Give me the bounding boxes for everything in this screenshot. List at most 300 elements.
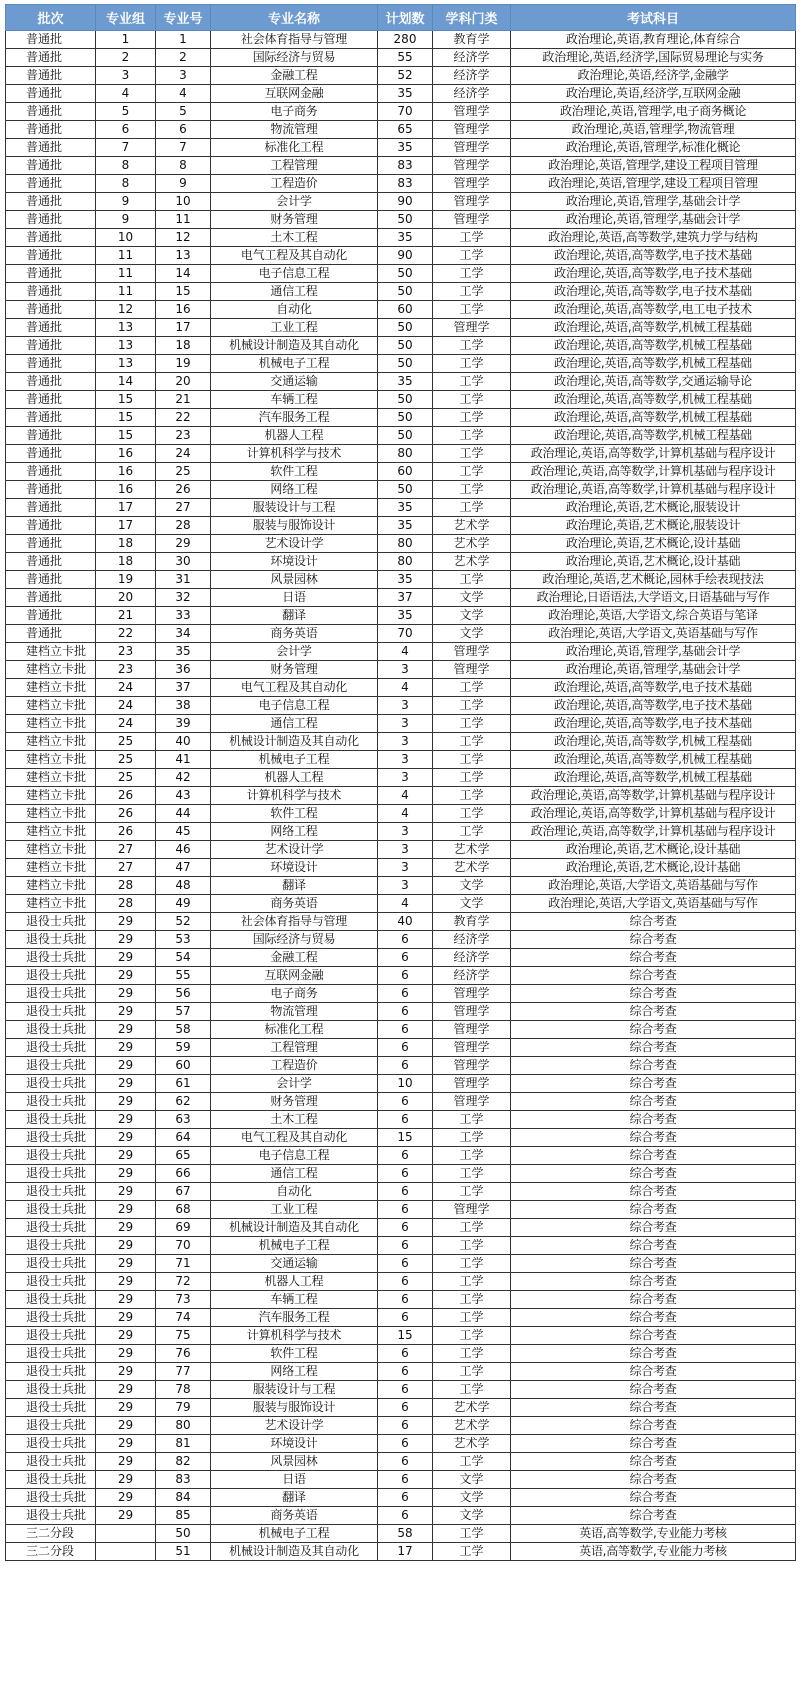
cell-group: 18 (96, 535, 156, 553)
cell-discipline: 管理学 (433, 643, 511, 661)
cell-exam-subjects: 政治理论,英语,高等数学,机械工程基础 (511, 355, 796, 373)
cell-plan-count: 6 (378, 1201, 433, 1219)
table-row (6, 913, 796, 931)
cell-batch: 退役士兵批 (6, 1003, 96, 1021)
cell-batch: 退役士兵批 (6, 1075, 96, 1093)
table-row (6, 193, 796, 211)
cell-plan-count: 6 (378, 1489, 433, 1507)
cell-plan-count: 6 (378, 1291, 433, 1309)
cell-discipline: 工学 (433, 787, 511, 805)
cell-discipline: 艺术学 (433, 859, 511, 877)
cell-major-no: 22 (156, 409, 211, 427)
cell-discipline: 工学 (433, 391, 511, 409)
table-row (6, 1417, 796, 1435)
cell-discipline: 管理学 (433, 139, 511, 157)
cell-discipline: 工学 (433, 1273, 511, 1291)
cell-batch: 退役士兵批 (6, 1291, 96, 1309)
table-row (6, 805, 796, 823)
table-row (6, 1489, 796, 1507)
cell-major-no: 42 (156, 769, 211, 787)
cell-group: 9 (96, 211, 156, 229)
cell-group: 11 (96, 247, 156, 265)
table-row (6, 1057, 796, 1075)
cell-major-name: 电气工程及其自动化 (211, 679, 378, 697)
cell-discipline: 艺术学 (433, 1399, 511, 1417)
cell-plan-count: 70 (378, 103, 433, 121)
cell-batch: 普通批 (6, 265, 96, 283)
cell-discipline: 文学 (433, 877, 511, 895)
cell-major-name: 工程造价 (211, 1057, 378, 1075)
cell-plan-count: 6 (378, 1003, 433, 1021)
cell-batch: 建档立卡批 (6, 661, 96, 679)
table-row (6, 391, 796, 409)
cell-plan-count: 4 (378, 643, 433, 661)
cell-major-no: 84 (156, 1489, 211, 1507)
table-row (6, 1363, 796, 1381)
cell-group: 29 (96, 1111, 156, 1129)
table-row (6, 175, 796, 193)
cell-discipline: 文学 (433, 589, 511, 607)
cell-batch: 退役士兵批 (6, 1057, 96, 1075)
cell-group: 29 (96, 913, 156, 931)
cell-major-name: 国际经济与贸易 (211, 931, 378, 949)
cell-exam-subjects: 综合考查 (511, 1435, 796, 1453)
cell-major-no: 5 (156, 103, 211, 121)
cell-group: 28 (96, 877, 156, 895)
cell-plan-count: 35 (378, 607, 433, 625)
cell-major-no: 27 (156, 499, 211, 517)
cell-discipline: 经济学 (433, 967, 511, 985)
table-row (6, 931, 796, 949)
cell-group: 24 (96, 715, 156, 733)
cell-batch: 退役士兵批 (6, 1507, 96, 1525)
cell-major-name: 工业工程 (211, 319, 378, 337)
cell-batch: 普通批 (6, 85, 96, 103)
cell-discipline: 经济学 (433, 67, 511, 85)
cell-plan-count: 6 (378, 1039, 433, 1057)
cell-group: 17 (96, 517, 156, 535)
cell-exam-subjects: 政治理论,英语,高等数学,电子技术基础 (511, 715, 796, 733)
cell-discipline: 管理学 (433, 121, 511, 139)
cell-major-no: 19 (156, 355, 211, 373)
table-row (6, 1381, 796, 1399)
cell-plan-count: 52 (378, 67, 433, 85)
cell-batch: 建档立卡批 (6, 751, 96, 769)
cell-major-no: 32 (156, 589, 211, 607)
cell-batch: 建档立卡批 (6, 805, 96, 823)
cell-major-name: 服装设计与工程 (211, 499, 378, 517)
cell-major-name: 工程造价 (211, 175, 378, 193)
cell-exam-subjects: 政治理论,英语,管理学,建设工程项目管理 (511, 157, 796, 175)
cell-exam-subjects: 政治理论,英语,大学语文,英语基础与写作 (511, 895, 796, 913)
cell-batch: 普通批 (6, 553, 96, 571)
cell-exam-subjects: 政治理论,英语,高等数学,计算机基础与程序设计 (511, 481, 796, 499)
cell-discipline: 文学 (433, 607, 511, 625)
cell-batch: 退役士兵批 (6, 949, 96, 967)
table-row (6, 1255, 796, 1273)
cell-major-name: 机械设计制造及其自动化 (211, 337, 378, 355)
cell-plan-count: 6 (378, 1021, 433, 1039)
table-row (6, 121, 796, 139)
cell-plan-count: 3 (378, 715, 433, 733)
cell-batch: 普通批 (6, 373, 96, 391)
cell-exam-subjects: 政治理论,英语,高等数学,电工电子技术 (511, 301, 796, 319)
cell-plan-count: 50 (378, 355, 433, 373)
cell-major-name: 工业工程 (211, 1201, 378, 1219)
cell-plan-count: 6 (378, 1147, 433, 1165)
cell-batch: 三二分段 (6, 1543, 96, 1561)
cell-batch: 退役士兵批 (6, 985, 96, 1003)
cell-major-no: 69 (156, 1219, 211, 1237)
cell-major-name: 汽车服务工程 (211, 1309, 378, 1327)
cell-group: 29 (96, 967, 156, 985)
cell-major-name: 交通运输 (211, 1255, 378, 1273)
cell-exam-subjects: 政治理论,英语,艺术概论,园林手绘表现技法 (511, 571, 796, 589)
cell-exam-subjects: 政治理论,英语,高等数学,计算机基础与程序设计 (511, 787, 796, 805)
cell-major-no: 29 (156, 535, 211, 553)
cell-plan-count: 6 (378, 1255, 433, 1273)
cell-plan-count: 6 (378, 967, 433, 985)
cell-major-name: 机器人工程 (211, 1273, 378, 1291)
cell-discipline: 管理学 (433, 211, 511, 229)
cell-major-name: 社会体育指导与管理 (211, 31, 378, 49)
cell-discipline: 艺术学 (433, 535, 511, 553)
cell-major-no: 6 (156, 121, 211, 139)
cell-discipline: 管理学 (433, 1075, 511, 1093)
cell-major-name: 日语 (211, 1471, 378, 1489)
cell-group: 17 (96, 499, 156, 517)
cell-major-name: 环境设计 (211, 553, 378, 571)
cell-major-no: 28 (156, 517, 211, 535)
cell-major-no: 63 (156, 1111, 211, 1129)
cell-group: 29 (96, 1273, 156, 1291)
cell-plan-count: 50 (378, 337, 433, 355)
cell-batch: 退役士兵批 (6, 1039, 96, 1057)
table-row (6, 139, 796, 157)
cell-group: 1 (96, 31, 156, 49)
cell-exam-subjects: 政治理论,英语,高等数学,机械工程基础 (511, 769, 796, 787)
cell-major-no: 68 (156, 1201, 211, 1219)
admission-plan-table (5, 4, 796, 1561)
cell-group: 29 (96, 931, 156, 949)
cell-batch: 退役士兵批 (6, 1237, 96, 1255)
cell-exam-subjects: 政治理论,英语,高等数学,电子技术基础 (511, 697, 796, 715)
cell-major-name: 自动化 (211, 1183, 378, 1201)
cell-discipline: 工学 (433, 373, 511, 391)
cell-batch: 退役士兵批 (6, 1381, 96, 1399)
cell-batch: 普通批 (6, 625, 96, 643)
cell-batch: 退役士兵批 (6, 1147, 96, 1165)
table-row (6, 481, 796, 499)
cell-major-no: 8 (156, 157, 211, 175)
cell-major-name: 国际经济与贸易 (211, 49, 378, 67)
table-row (6, 1093, 796, 1111)
cell-group: 29 (96, 1057, 156, 1075)
cell-major-name: 软件工程 (211, 1345, 378, 1363)
cell-exam-subjects: 综合考查 (511, 1363, 796, 1381)
cell-plan-count: 37 (378, 589, 433, 607)
table-row (6, 553, 796, 571)
cell-major-name: 车辆工程 (211, 391, 378, 409)
cell-batch: 退役士兵批 (6, 1093, 96, 1111)
cell-plan-count: 15 (378, 1129, 433, 1147)
cell-major-no: 50 (156, 1525, 211, 1543)
cell-group (96, 1543, 156, 1561)
cell-batch: 退役士兵批 (6, 1201, 96, 1219)
cell-major-name: 环境设计 (211, 859, 378, 877)
cell-major-no: 4 (156, 85, 211, 103)
cell-discipline: 管理学 (433, 1021, 511, 1039)
table-row (6, 373, 796, 391)
cell-discipline: 工学 (433, 247, 511, 265)
cell-discipline: 工学 (433, 1255, 511, 1273)
cell-batch: 退役士兵批 (6, 1435, 96, 1453)
cell-plan-count: 3 (378, 841, 433, 859)
cell-discipline: 文学 (433, 1471, 511, 1489)
cell-major-no: 15 (156, 283, 211, 301)
cell-exam-subjects: 政治理论,英语,高等数学,机械工程基础 (511, 427, 796, 445)
header-exam-subjects: 考试科目 (511, 5, 796, 31)
cell-exam-subjects: 综合考查 (511, 1291, 796, 1309)
cell-major-name: 风景园林 (211, 571, 378, 589)
cell-plan-count: 6 (378, 1381, 433, 1399)
cell-discipline: 工学 (433, 265, 511, 283)
cell-batch: 退役士兵批 (6, 1129, 96, 1147)
cell-major-name: 网络工程 (211, 481, 378, 499)
header-row (6, 5, 796, 31)
cell-major-name: 车辆工程 (211, 1291, 378, 1309)
table-row (6, 157, 796, 175)
cell-major-no: 73 (156, 1291, 211, 1309)
cell-discipline: 工学 (433, 463, 511, 481)
cell-plan-count: 4 (378, 895, 433, 913)
cell-group: 8 (96, 175, 156, 193)
cell-major-no: 2 (156, 49, 211, 67)
cell-group: 13 (96, 355, 156, 373)
cell-group: 29 (96, 1003, 156, 1021)
cell-discipline: 工学 (433, 805, 511, 823)
cell-discipline: 工学 (433, 1111, 511, 1129)
cell-plan-count: 50 (378, 283, 433, 301)
cell-major-no: 53 (156, 931, 211, 949)
cell-major-no: 43 (156, 787, 211, 805)
table-row (6, 1219, 796, 1237)
cell-plan-count: 83 (378, 175, 433, 193)
cell-discipline: 文学 (433, 895, 511, 913)
cell-major-name: 机器人工程 (211, 769, 378, 787)
cell-group: 29 (96, 1435, 156, 1453)
table-row (6, 1525, 796, 1543)
cell-plan-count: 6 (378, 1507, 433, 1525)
cell-group: 29 (96, 1345, 156, 1363)
cell-discipline: 管理学 (433, 175, 511, 193)
cell-batch: 普通批 (6, 535, 96, 553)
cell-major-no: 23 (156, 427, 211, 445)
cell-major-name: 机械设计制造及其自动化 (211, 733, 378, 751)
cell-exam-subjects: 政治理论,英语,高等数学,电子技术基础 (511, 247, 796, 265)
cell-plan-count: 3 (378, 877, 433, 895)
cell-major-name: 通信工程 (211, 283, 378, 301)
header-major-no: 专业号 (156, 5, 211, 31)
table-row (6, 283, 796, 301)
cell-exam-subjects: 综合考查 (511, 1273, 796, 1291)
cell-group: 29 (96, 1129, 156, 1147)
cell-batch: 普通批 (6, 499, 96, 517)
cell-plan-count: 4 (378, 805, 433, 823)
table-row (6, 1453, 796, 1471)
cell-plan-count: 6 (378, 1183, 433, 1201)
cell-discipline: 经济学 (433, 949, 511, 967)
cell-exam-subjects: 综合考查 (511, 1021, 796, 1039)
cell-major-name: 计算机科学与技术 (211, 787, 378, 805)
cell-batch: 退役士兵批 (6, 1363, 96, 1381)
cell-major-name: 电子信息工程 (211, 265, 378, 283)
table-row (6, 1003, 796, 1021)
cell-plan-count: 6 (378, 1453, 433, 1471)
cell-plan-count: 50 (378, 409, 433, 427)
cell-discipline: 艺术学 (433, 1417, 511, 1435)
cell-group: 29 (96, 1291, 156, 1309)
cell-group: 29 (96, 1165, 156, 1183)
cell-batch: 普通批 (6, 229, 96, 247)
cell-exam-subjects: 综合考查 (511, 1327, 796, 1345)
cell-plan-count: 50 (378, 391, 433, 409)
cell-group: 29 (96, 949, 156, 967)
cell-plan-count: 6 (378, 1219, 433, 1237)
cell-group: 21 (96, 607, 156, 625)
cell-discipline: 工学 (433, 1309, 511, 1327)
cell-major-name: 翻译 (211, 607, 378, 625)
cell-major-name: 互联网金融 (211, 967, 378, 985)
cell-exam-subjects: 政治理论,日语语法,大学语文,日语基础与写作 (511, 589, 796, 607)
cell-plan-count: 6 (378, 1399, 433, 1417)
cell-batch: 普通批 (6, 409, 96, 427)
cell-plan-count: 50 (378, 427, 433, 445)
table-row (6, 1327, 796, 1345)
cell-major-no: 20 (156, 373, 211, 391)
cell-discipline: 教育学 (433, 31, 511, 49)
table-row (6, 211, 796, 229)
cell-major-no: 81 (156, 1435, 211, 1453)
cell-exam-subjects: 英语,高等数学,专业能力考核 (511, 1543, 796, 1561)
cell-major-name: 机械电子工程 (211, 1525, 378, 1543)
cell-group: 23 (96, 661, 156, 679)
table-row (6, 67, 796, 85)
cell-major-no: 78 (156, 1381, 211, 1399)
cell-plan-count: 15 (378, 1327, 433, 1345)
cell-discipline: 管理学 (433, 157, 511, 175)
cell-major-no: 59 (156, 1039, 211, 1057)
cell-major-name: 标准化工程 (211, 1021, 378, 1039)
cell-major-no: 82 (156, 1453, 211, 1471)
cell-exam-subjects: 综合考查 (511, 1075, 796, 1093)
cell-exam-subjects: 综合考查 (511, 1255, 796, 1273)
table-row (6, 1471, 796, 1489)
cell-batch: 退役士兵批 (6, 913, 96, 931)
cell-plan-count: 58 (378, 1525, 433, 1543)
cell-group: 29 (96, 1417, 156, 1435)
cell-exam-subjects: 综合考查 (511, 1201, 796, 1219)
table-row (6, 463, 796, 481)
cell-major-name: 日语 (211, 589, 378, 607)
cell-exam-subjects: 综合考查 (511, 1129, 796, 1147)
cell-discipline: 工学 (433, 1183, 511, 1201)
cell-major-no: 33 (156, 607, 211, 625)
cell-plan-count: 3 (378, 859, 433, 877)
cell-group: 25 (96, 751, 156, 769)
table-row (6, 733, 796, 751)
cell-group: 15 (96, 427, 156, 445)
table-row (6, 427, 796, 445)
cell-plan-count: 17 (378, 1543, 433, 1561)
cell-group: 18 (96, 553, 156, 571)
cell-major-name: 风景园林 (211, 1453, 378, 1471)
cell-discipline: 工学 (433, 283, 511, 301)
cell-exam-subjects: 政治理论,英语,高等数学,电子技术基础 (511, 283, 796, 301)
cell-exam-subjects: 综合考查 (511, 1417, 796, 1435)
cell-group: 29 (96, 1219, 156, 1237)
cell-group: 25 (96, 733, 156, 751)
table-body (6, 31, 796, 1561)
header-plan-count: 计划数 (378, 5, 433, 31)
cell-batch: 退役士兵批 (6, 1345, 96, 1363)
cell-batch: 退役士兵批 (6, 1183, 96, 1201)
cell-major-no: 41 (156, 751, 211, 769)
cell-major-name: 环境设计 (211, 1435, 378, 1453)
cell-batch: 退役士兵批 (6, 1165, 96, 1183)
cell-discipline: 工学 (433, 427, 511, 445)
cell-group: 20 (96, 589, 156, 607)
cell-batch: 退役士兵批 (6, 1399, 96, 1417)
cell-plan-count: 35 (378, 517, 433, 535)
cell-batch: 退役士兵批 (6, 931, 96, 949)
cell-plan-count: 6 (378, 1273, 433, 1291)
cell-discipline: 工学 (433, 499, 511, 517)
cell-group: 7 (96, 139, 156, 157)
cell-major-name: 互联网金融 (211, 85, 378, 103)
cell-discipline: 工学 (433, 229, 511, 247)
cell-discipline: 管理学 (433, 1093, 511, 1111)
table-row (6, 895, 796, 913)
cell-plan-count: 80 (378, 553, 433, 571)
cell-discipline: 文学 (433, 1507, 511, 1525)
cell-discipline: 工学 (433, 409, 511, 427)
cell-exam-subjects: 政治理论,英语,艺术概论,设计基础 (511, 859, 796, 877)
cell-group: 16 (96, 463, 156, 481)
cell-plan-count: 6 (378, 1309, 433, 1327)
cell-exam-subjects: 综合考查 (511, 967, 796, 985)
cell-exam-subjects: 政治理论,英语,管理学,基础会计学 (511, 643, 796, 661)
cell-major-name: 物流管理 (211, 121, 378, 139)
cell-major-no: 7 (156, 139, 211, 157)
table-row (6, 1435, 796, 1453)
cell-exam-subjects: 政治理论,英语,高等数学,交通运输导论 (511, 373, 796, 391)
cell-plan-count: 6 (378, 1111, 433, 1129)
cell-batch: 三二分段 (6, 1525, 96, 1543)
table-row (6, 301, 796, 319)
cell-exam-subjects: 政治理论,英语,艺术概论,服装设计 (511, 499, 796, 517)
cell-plan-count: 10 (378, 1075, 433, 1093)
cell-discipline: 工学 (433, 1381, 511, 1399)
cell-group: 15 (96, 391, 156, 409)
table-row (6, 697, 796, 715)
cell-major-name: 通信工程 (211, 1165, 378, 1183)
cell-discipline: 工学 (433, 769, 511, 787)
cell-plan-count: 3 (378, 661, 433, 679)
cell-major-name: 软件工程 (211, 805, 378, 823)
table-row (6, 1273, 796, 1291)
cell-discipline: 经济学 (433, 931, 511, 949)
